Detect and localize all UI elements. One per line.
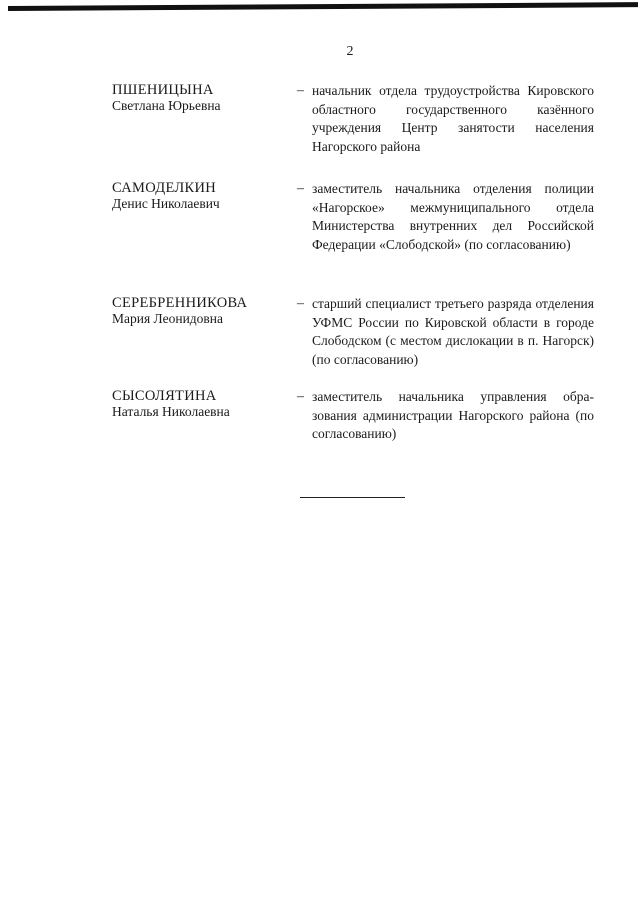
member-given-names: Светлана Юрьевна bbox=[112, 98, 221, 113]
member-name bbox=[112, 295, 292, 327]
member-given-names: Мария Леонидовна bbox=[112, 311, 224, 326]
member-position: начальник отдела трудоустройства Кировского областного государственного казённого учреждения Центр занятости населения Нагорского района bbox=[312, 83, 594, 154]
member-entry bbox=[112, 295, 594, 388]
member-given-names: Наталья Николаевна bbox=[112, 404, 230, 419]
dash-separator: – bbox=[297, 296, 304, 311]
top-border-line bbox=[8, 2, 638, 11]
page-number: 2 bbox=[346, 44, 354, 59]
member-entry bbox=[112, 82, 594, 180]
dash-separator: – bbox=[297, 83, 304, 98]
member-name bbox=[112, 180, 292, 212]
member-position: заместитель начальника управления образования администрации Нагорского района (по согласованию) bbox=[312, 389, 594, 441]
member-position: старший специалист третьего разряда отделения УФМС России по Кировской области в городе Слободском (с местом дислокации в п. Нагорск) (по согласованию) bbox=[312, 296, 594, 367]
member-surname: СЕРЕБРЕННИКОВА bbox=[112, 295, 248, 311]
member-list bbox=[112, 82, 594, 448]
member-position: заместитель начальника отделения полиции «Нагорское» межмуниципального отдела Министерства внутренних дел Российской Федерации «Слободской» (по согласованию) bbox=[312, 181, 594, 252]
member-surname: ПШЕНИЦЫНА bbox=[112, 82, 214, 98]
dash-separator: – bbox=[297, 389, 304, 404]
member-surname: САМОДЕЛКИН bbox=[112, 180, 217, 196]
member-name bbox=[112, 82, 292, 114]
member-surname: СЫСОЛЯТИНА bbox=[112, 388, 217, 404]
member-name bbox=[112, 388, 292, 420]
member-entry bbox=[112, 180, 594, 295]
member-entry bbox=[112, 388, 594, 448]
dash-separator: – bbox=[297, 181, 304, 196]
member-given-names: Денис Николаевич bbox=[112, 196, 220, 211]
closing-rule bbox=[300, 497, 405, 498]
